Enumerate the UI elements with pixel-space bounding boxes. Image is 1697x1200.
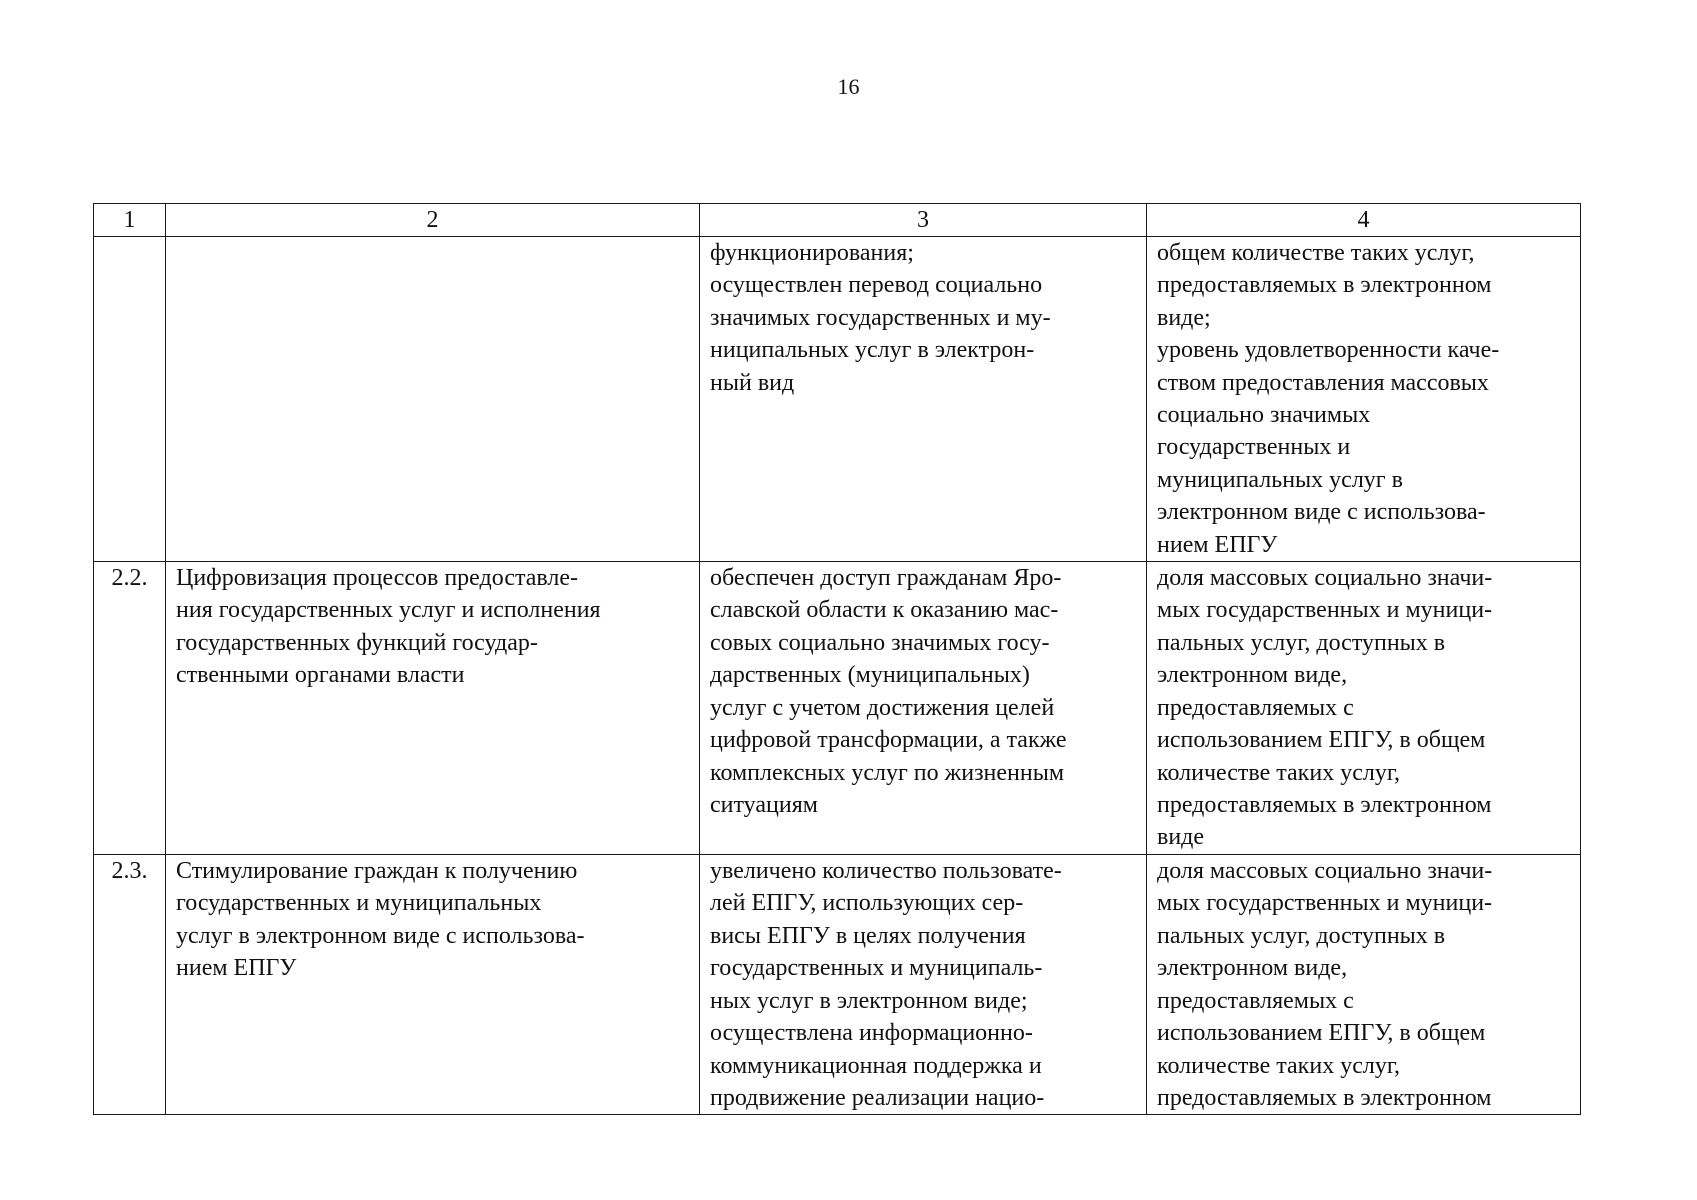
- cell-text-line: электронном виде,: [1157, 662, 1348, 689]
- document-table: [93, 203, 1581, 1115]
- cell-text-line: ных услуг в электронном виде;: [710, 987, 1028, 1014]
- cell-text-line: дарственных (муниципальных): [710, 662, 1030, 689]
- cell-text-line: ством предоставления массовых: [1157, 369, 1489, 396]
- cell-text-line: ситуациям: [710, 791, 818, 818]
- cell-text-line: общем количестве таких услуг,: [1157, 240, 1475, 266]
- cell-text-line: нием ЕПГУ: [1157, 531, 1278, 558]
- row-number-cell: [94, 237, 166, 562]
- cell-column-3: [700, 855, 1147, 1115]
- cell-text-line: осуществлена информационно-: [710, 1020, 1033, 1047]
- cell-text-line: предоставляемых в электронном: [1157, 272, 1492, 299]
- cell-text-line: предоставляемых с: [1157, 694, 1354, 721]
- cell-text-line: виде;: [1157, 304, 1211, 331]
- cell-text-line: услуг в электронном виде с использова-: [176, 922, 585, 949]
- cell-text-line: висы ЕПГУ в целях получения: [710, 922, 1026, 949]
- cell-text-line: осуществлен перевод социально: [710, 272, 1043, 299]
- table-row: [94, 562, 1581, 855]
- table-body: [94, 237, 1581, 1115]
- cell-text-line: государственных и муниципальных: [176, 890, 542, 917]
- cell-text-line: цифровой трансформации, а также: [710, 727, 1067, 754]
- cell-text-line: количестве таких услуг,: [1157, 759, 1400, 786]
- cell-text-line: славской области к оказанию мас-: [710, 597, 1059, 624]
- table-row: [94, 855, 1581, 1115]
- cell-text-line: использованием ЕПГУ, в общем: [1157, 727, 1486, 754]
- cell-text-line: функционирования;: [710, 240, 914, 266]
- cell-text-line: ный вид: [710, 369, 795, 396]
- cell-text-line: коммуникационная поддержка и: [710, 1052, 1042, 1079]
- cell-text-line: количестве таких услуг,: [1157, 1052, 1400, 1079]
- cell-text-line: ственными органами власти: [176, 662, 465, 689]
- cell-column-3: [700, 237, 1147, 562]
- cell-text-line: предоставляемых в электронном: [1157, 1084, 1492, 1111]
- cell-text-line: Цифровизация процессов предоставле-: [176, 565, 579, 592]
- cell-text-line: ниципальных услуг в электрон-: [710, 337, 1035, 364]
- cell-text-line: предоставляемых в электронном: [1157, 791, 1492, 818]
- cell-column-4: [1147, 855, 1581, 1115]
- cell-text-line: социально значимых: [1157, 402, 1371, 429]
- column-header-2: 2: [166, 204, 700, 237]
- cell-text-line: государственных и муниципаль-: [710, 955, 1043, 982]
- table-header-row: [94, 204, 1581, 237]
- cell-text-line: предоставляемых с: [1157, 987, 1354, 1014]
- cell-text-line: мых государственных и муници-: [1157, 890, 1493, 917]
- cell-text-line: значимых государственных и му-: [710, 304, 1051, 331]
- cell-text-line: продвижение реализации нацио-: [710, 1084, 1045, 1111]
- cell-text-line: Стимулирование граждан к получению: [176, 858, 578, 885]
- cell-text-line: лей ЕПГУ, использующих сер-: [710, 890, 1024, 917]
- cell-text-line: обеспечен доступ гражданам Яро-: [710, 565, 1062, 592]
- cell-text-line: доля массовых социально значи-: [1157, 565, 1493, 592]
- cell-text-line: доля массовых социально значи-: [1157, 858, 1493, 885]
- cell-text-line: комплексных услуг по жизненным: [710, 759, 1065, 786]
- cell-column-3: [700, 562, 1147, 855]
- cell-text-line: пальных услуг, доступных в: [1157, 922, 1446, 949]
- cell-column-2: [166, 562, 700, 855]
- cell-text-line: ния государственных услуг и исполнения: [176, 597, 601, 624]
- cell-column-2: [166, 855, 700, 1115]
- cell-column-4: [1147, 562, 1581, 855]
- column-header-3: 3: [700, 204, 1147, 237]
- column-header-1: 1: [94, 204, 166, 237]
- cell-text-line: услуг с учетом достижения целей: [710, 694, 1055, 721]
- cell-column-2: [166, 237, 700, 562]
- cell-text-line: пальных услуг, доступных в: [1157, 629, 1446, 656]
- cell-text-line: государственных функций государ-: [176, 629, 538, 656]
- cell-text-line: электронном виде,: [1157, 955, 1348, 982]
- cell-text-line: государственных и: [1157, 434, 1351, 461]
- cell-text-line: совых социально значимых госу-: [710, 629, 1050, 656]
- cell-text-line: увеличено количество пользовате-: [710, 858, 1062, 885]
- column-header-4: 4: [1147, 204, 1581, 237]
- cell-text-line: нием ЕПГУ: [176, 955, 297, 982]
- cell-text-line: уровень удовлетворенности каче-: [1157, 337, 1500, 364]
- page-number: 16: [837, 74, 860, 99]
- cell-column-4: [1147, 237, 1581, 562]
- cell-text-line: мых государственных и муници-: [1157, 597, 1493, 624]
- cell-text-line: виде: [1157, 824, 1205, 851]
- row-number-cell: 2.2.: [94, 562, 166, 855]
- cell-text-line: использованием ЕПГУ, в общем: [1157, 1020, 1486, 1047]
- cell-text-line: электронном виде с использова-: [1157, 499, 1486, 526]
- cell-text-line: муниципальных услуг в: [1157, 466, 1403, 493]
- row-number-cell: 2.3.: [94, 855, 166, 1115]
- table-row: [94, 237, 1581, 562]
